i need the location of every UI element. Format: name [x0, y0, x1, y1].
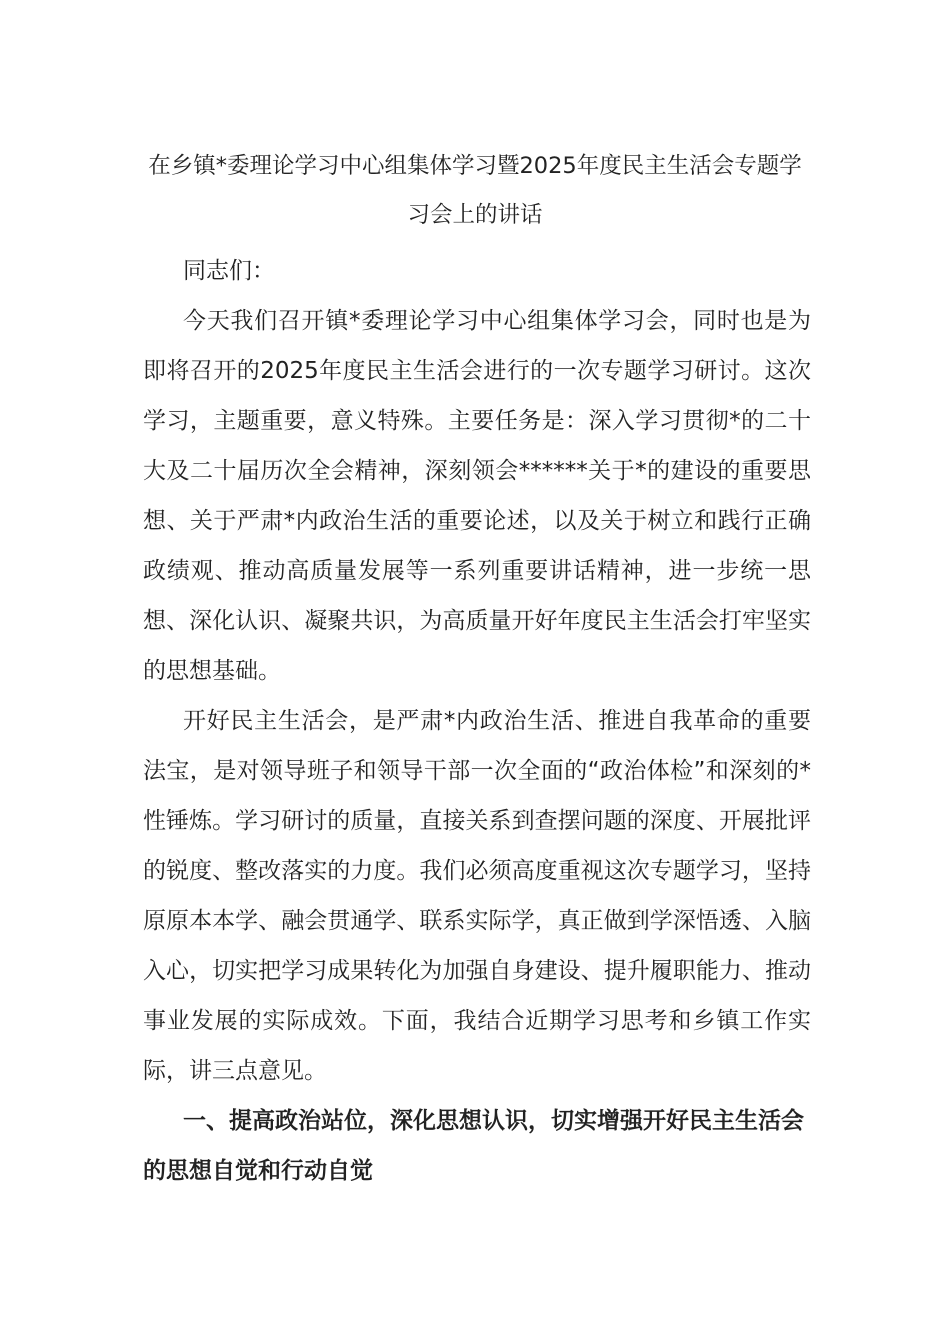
document-title: 在乡镇*委理论学习中心组集体学习暨2025年度民主生活会专题学习会上的讲话 — [148, 153, 802, 228]
section-heading-1: 一、提高政治站位，深化思想认识，切实增强开好民主生活会的思想自觉和行动自觉 — [143, 1108, 804, 1184]
salutation: 同志们： — [183, 258, 275, 284]
paragraph-significance: 开好民主生活会，是严肃*内政治生活、推进自我革命的重要法宝，是对领导班子和领导干部一次全面的“政治体检”和深刻的*性锤炼。学习研讨的质量，直接关系到查摆问题的深度、开展批评的锐度、整改落实的力度。我们必须高度重视这次专题学习，坚持原原本本学、融会贯通学、联系实际学，真正做到学深悟透、入脑入心，切实把学习成果转化为加强自身建设、提升履职能力、推动事业发展的实际成效。下面，我结合近期学习思考和乡镇工作实际，讲三点意见。 — [143, 708, 811, 1084]
document-body — [143, 246, 811, 1196]
paragraph-intro: 今天我们召开镇*委理论学习中心组集体学习会，同时也是为即将召开的2025年度民主生活会进行的一次专题学习研讨。这次学习，主题重要，意义特殊。主要任务是：深入学习贯彻*的二十大及二十届历次全会精神，深刻领会******关于*的建设的重要思想、关于严肃*内政治生活的重要论述，以及关于树立和践行正确政绩观、推动高质量发展等一系列重要讲话精神，进一步统一思想、深化认识、凝聚共识，为高质量开好年度民主生活会打牢坚实的思想基础。 — [143, 308, 811, 684]
